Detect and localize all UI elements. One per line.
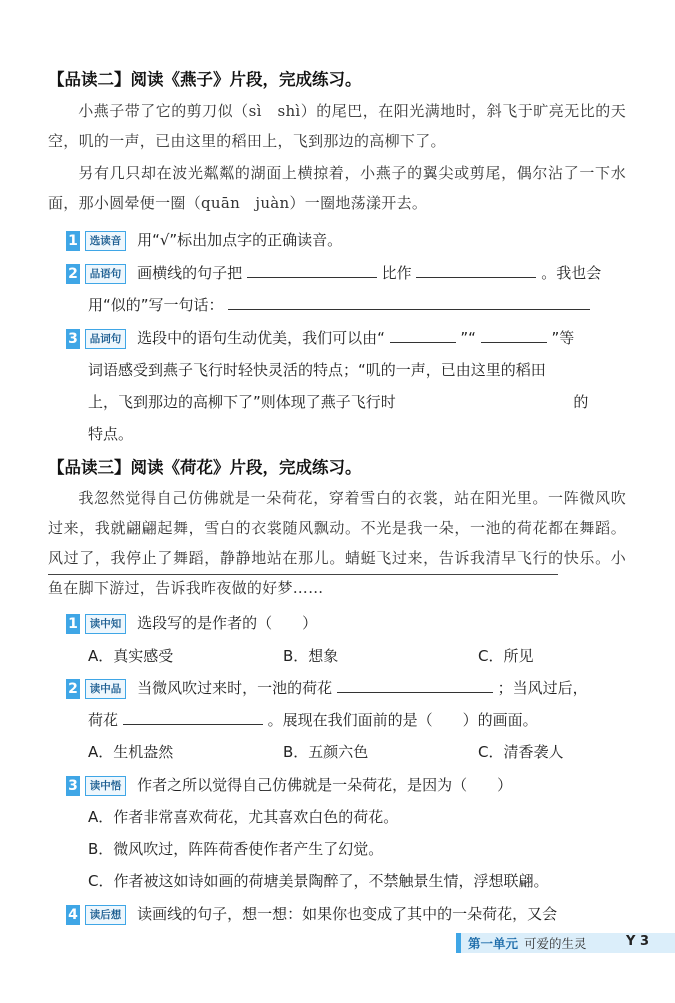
question-text: ”等: [551, 329, 575, 347]
question-text: 比作: [381, 264, 412, 282]
question-text: 作者之所以觉得自己仿佛就是一朵荷花，是因为（ ）: [137, 776, 513, 794]
question-2-3-line2: 词语感受到燕子飞行时轻快灵活的特点；“叽的一声，已由这里的稻田: [88, 361, 546, 379]
question-tag: 读中品: [85, 679, 127, 699]
question-text: 画横线的句子把: [137, 264, 243, 282]
question-text: 用“似的”写一句话：: [88, 296, 224, 314]
answer-blank[interactable]: [228, 295, 590, 310]
question-3-1: [66, 612, 317, 634]
question-text: 选段中的语句生动优美，我们可以由“: [137, 329, 385, 347]
question-2-3: [66, 327, 574, 349]
question-text: 用“√”标出加点字的正确读音。: [137, 231, 343, 249]
option-c[interactable]: C．作者被这如诗如画的荷塘美景陶醉了，不禁触景生情，浮想联翩。: [88, 872, 549, 890]
question-tag: 选读音: [85, 231, 127, 251]
question-number: 1: [66, 231, 80, 251]
underlined-sentence-line: [48, 574, 558, 575]
question-number: 4: [66, 905, 80, 925]
section3-paragraph-1: 我忽然觉得自己仿佛就是一朵荷花，穿着雪白的衣裳，站在阳光里。一阵微风吹过来，我就翩翩起舞，雪白的衣裳随风飘动。不光是我一朵，一池的荷花都在舞蹈。风过了，我停止了舞蹈，静静地站在那儿。蜻蜓飞过来，告诉我清早飞行的快乐。小鱼在脚下游过，告诉我昨夜做的好梦……: [48, 489, 626, 597]
question-text: 读画线的句子，想一想：如果你也变成了其中的一朵荷花，又会: [137, 905, 558, 923]
footer-subtitle: 可爱的生灵: [524, 936, 587, 951]
answer-blank[interactable]: [390, 328, 456, 343]
option-b[interactable]: B．微风吹过，阵阵荷香使作者产生了幻觉。: [88, 840, 384, 858]
page-footer: [456, 933, 675, 953]
page-number: Y 3: [626, 934, 649, 949]
answer-blank[interactable]: [416, 263, 536, 278]
answer-blank[interactable]: [247, 263, 377, 278]
section2-paragraph-1: 小燕子带了它的剪刀似（sì shì）的尾巴，在阳光满地时，斜飞于旷亮无比的天空，叽的一声，已由这里的稻田上，飞到那边的高柳下了。: [48, 102, 626, 150]
question-number: 3: [66, 776, 80, 796]
option-c[interactable]: C．清香袭人: [478, 743, 564, 761]
question-number: 3: [66, 329, 80, 349]
question-3-4: [66, 903, 557, 925]
question-tag: 读后想: [85, 905, 127, 925]
footer-unit: [468, 934, 587, 952]
option-a[interactable]: A．作者非常喜欢荷花，尤其喜欢白色的荷花。: [88, 808, 399, 826]
question-text: 当微风吹过来时，一池的荷花: [137, 679, 333, 697]
question-text: ”“: [460, 329, 476, 347]
question-3-2: [66, 677, 588, 699]
question-text: 荷花: [88, 711, 119, 729]
question-number: 2: [66, 264, 80, 284]
section2-paragraph-2: 另有几只却在波光粼粼的湖面上横掠着，小燕子的翼尖或剪尾，偶尔沾了一下水面，那小圆晕便一圈（quān juàn）一圈地荡漾开去。: [48, 164, 626, 212]
question-text: 选段写的是作者的（ ）: [137, 614, 318, 632]
question-3-3: [66, 774, 512, 796]
question-tag: 读中悟: [85, 776, 127, 796]
question-text: 上，飞到那边的高柳下了”则体现了燕子飞行时: [88, 393, 396, 411]
question-tag: 品语句: [85, 264, 127, 284]
question-3-2-line2: [88, 709, 538, 730]
footer-unit-label: 第一单元: [468, 936, 519, 951]
answer-blank[interactable]: [337, 678, 493, 693]
question-2-3-line3: [88, 391, 588, 412]
question-number: 2: [66, 679, 80, 699]
footer-accent-bar: [456, 933, 461, 953]
question-tag: 读中知: [85, 614, 127, 634]
section3-title: 【品读三】阅读《荷花》片段，完成练习。: [48, 458, 362, 477]
option-b[interactable]: B．五颜六色: [283, 743, 369, 761]
question-text: 的: [573, 393, 589, 411]
answer-blank[interactable]: [481, 328, 547, 343]
question-tag: 品词句: [85, 329, 127, 349]
question-text: 。展现在我们面前的是（ ）的画面。: [267, 711, 538, 729]
question-number: 1: [66, 614, 80, 634]
option-a[interactable]: A．真实感受: [88, 647, 174, 665]
question-text: 。我也会: [541, 264, 602, 282]
question-2-3-line4: 特点。: [88, 425, 134, 443]
option-c[interactable]: C．所见: [478, 647, 534, 665]
question-text: ；当风过后，: [497, 679, 588, 697]
answer-blank[interactable]: [123, 710, 263, 725]
question-2-2: [66, 262, 601, 284]
option-a[interactable]: A．生机盎然: [88, 743, 174, 761]
option-b[interactable]: B．想象: [283, 647, 339, 665]
question-2-1: [66, 229, 342, 251]
question-2-2-line2: [88, 294, 590, 315]
section2-title: 【品读二】阅读《燕子》片段，完成练习。: [48, 70, 362, 89]
